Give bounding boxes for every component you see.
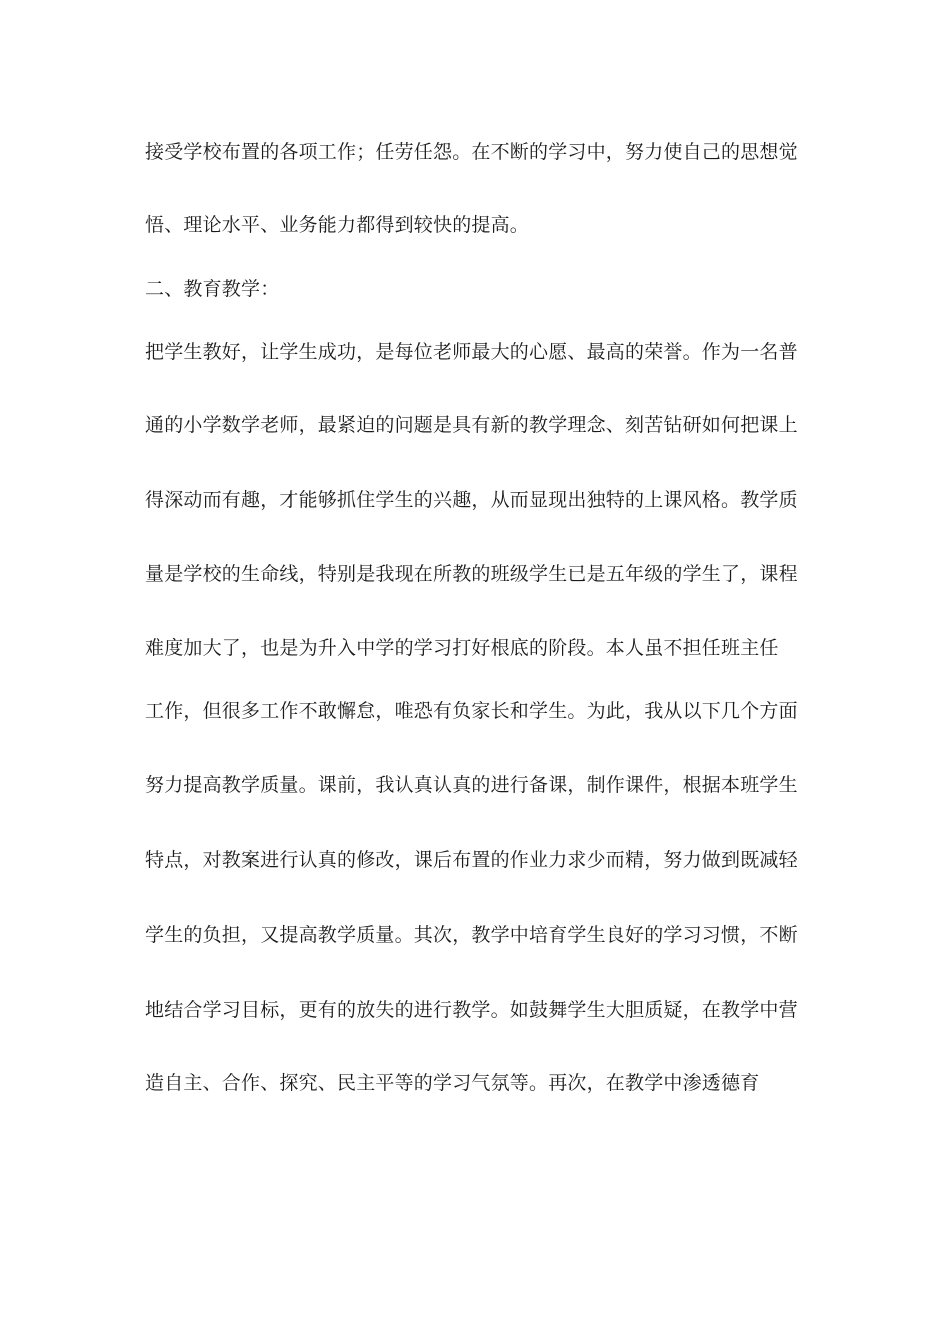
text-line: 地结合学习目标，更有的放失的进行教学。如鼓舞学生大胆质疑，在教学中营: [145, 999, 798, 1021]
text-line: 努力提高教学质量。课前，我认真认真的进行备课，制作课件，根据本班学生: [145, 774, 798, 796]
text-line: 悟、理论水平、业务能力都得到较快的提高。: [145, 214, 530, 236]
text-line: 量是学校的生命线，特别是我现在所教的班级学生已是五年级的学生了，课程: [145, 563, 798, 585]
text-line: 工作，但很多工作不敢懈怠，唯恐有负家长和学生。为此，我从以下几个方面: [145, 700, 798, 722]
text-line: 把学生教好，让学生成功，是每位老师最大的心愿、最高的荣誉。作为一名普: [145, 341, 798, 363]
text-line: 特点，对教案进行认真的修改，课后布置的作业力求少而精，努力做到既减轻: [145, 849, 798, 871]
text-line: 学生的负担，又提高教学质量。其次，教学中培育学生良好的学习习惯，不断: [145, 924, 798, 946]
text-line: 造自主、合作、探究、民主平等的学习气氛等。再次，在教学中渗透德育: [145, 1072, 760, 1094]
text-line: 通的小学数学老师，最紧迫的问题是具有新的教学理念、刻苦钻研如何把课上: [145, 414, 798, 436]
text-line: 难度加大了，也是为升入中学的学习打好根底的阶段。本人虽不担任班主任: [145, 637, 779, 659]
text-line: 接受学校布置的各项工作；任劳任怨。在不断的学习中，努力使自己的思想觉: [145, 141, 798, 163]
section-heading: 二、教育教学：: [145, 278, 280, 300]
text-line: 得深动而有趣，才能够抓住学生的兴趣，从而显现出独特的上课风格。教学质: [145, 489, 798, 511]
